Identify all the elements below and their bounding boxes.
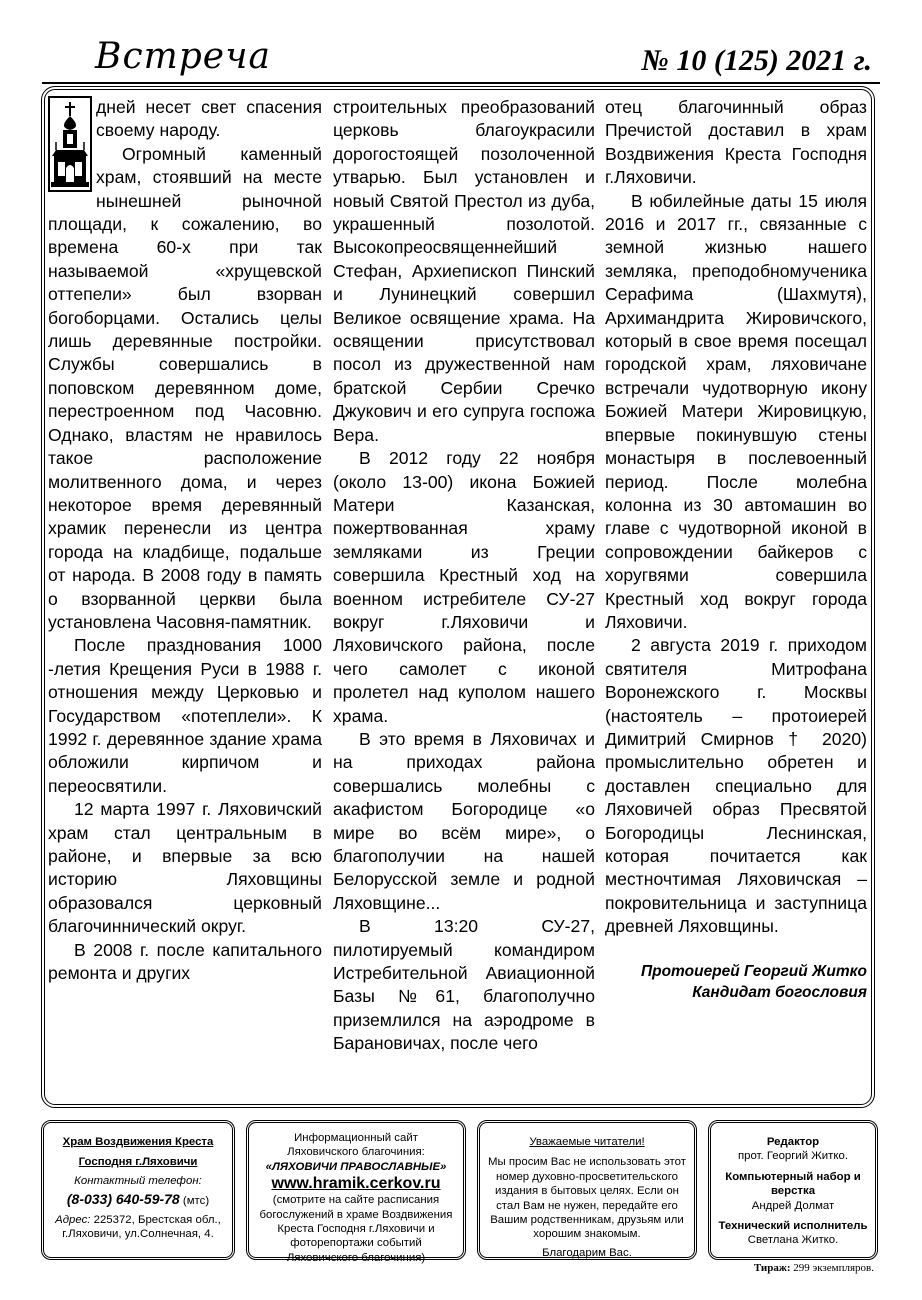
website-note: (смотрите на сайте расписания богослужений в храме Воздвижения Креста Господня г.Ляховичи и фоторепортажи событий Ляховичского благочиния) [259,1194,453,1264]
typesetting-label: Компьютерный набор и верстка [725,1170,861,1198]
author-signature [605,961,867,1003]
address-line2: г.Ляховичи, ул.Солнечная, 4. [62,1228,214,1241]
phone-operator: (мтс) [182,1195,210,1208]
church-icon [48,96,92,192]
paragraph: В 2008 г. после капитального ремонта и других [48,939,322,984]
church-name-line1: Храм Воздвижения Креста [62,1136,214,1148]
footer-box-website [246,1120,466,1264]
paragraph: 12 марта 1997 г. Ляховичский храм стал центральным в районе, и впервые за всю историю Ляховщины образовался церковный благочиннический округ. [48,799,322,937]
editor-name: прот. Георгий Житко. [737,1150,849,1163]
article-column-2 [333,96,595,1056]
paragraph: В юбилейные даты 15 июля 2016 и 2017 гг., связанные с земной жизнью нашего земляка, преподобномученика Серафима (Шахмутя), Архимандрита Жировичского, который в свое время посещал городской храм, ляховичане встречали чудотворную икону Божией Матери Жировицкую, впервые покинувшую стены монастыря в послевоенный период. После молебна колонна из 30 автомашин во главе с чудотворной иконой в сопровождении байкеров с хоругвями совершила Крестный ход вокруг города Ляховичи. [605,190,867,632]
website-url[interactable]: www.hramik.cerkov.ru [271,1175,441,1193]
paragraph: В 2012 году 22 ноября (около 13-00) икона Божией Матери Казанская, пожертвованная храму земляками из Греции совершила Крестный ход на военном истребителе СУ-27 вокруг г.Ляховичи и Ляховичского района, после чего самолет с иконой пролетел над куполом нашего храма. [333,448,595,726]
website-name: «ЛЯХОВИЧИ ПРАВОСЛАВНЫЕ» [265,1160,447,1173]
newspaper-title: Встреча [95,36,271,77]
circulation-label: Тираж: [753,1262,791,1274]
address-line1: 225372, Брестская обл., [93,1213,221,1226]
website-intro-line2: Ляховичского благочиния: [287,1146,425,1159]
article-column-1 [48,96,322,985]
circulation-value: 299 экземпляров. [793,1262,874,1274]
footer-box-contacts [41,1120,235,1260]
circulation [754,1262,874,1274]
readers-note-title: Уважаемые читатели! [529,1136,645,1148]
technical-name: Светлана Житко. [747,1234,839,1247]
paragraph: 2 августа 2019 г. приходом святителя Митрофана Воронежского г. Москвы (настоятель – протоиерей Димитрий Смирнов † 2020) промыслительно обретен и доставлен специально для Ляховичей образ Пресвятой Богородицы Леснинская, которая почитается как местночтимая Ляховичская – покровительница и заступница древней Ляховщины. [605,635,867,937]
footer-box-credits [708,1120,878,1260]
typesetting-name: Андрей Долмат [751,1199,835,1212]
paragraph: дней несет свет спасения своему народу. [96,97,322,141]
footer-box-readers-note [477,1120,697,1260]
readers-note-body: Мы просим Вас не использовать этот номер духовно-просветительского издания в бытовых целях. Если он стал Вам не нужен, передайте его Вашим родственникам, друзьям или хорошим знакомым. [488,1156,686,1241]
address-label: Адрес: [55,1213,91,1226]
paragraph: отец благочинный образ Пречистой доставил в храм Воздвижения Креста Господня г.Ляховичи. [605,97,867,188]
technical-label: Технический исполнитель [718,1220,868,1233]
article-column-3 [605,96,867,1003]
paragraph: В это время в Ляховичах и на приходах района совершались молебны с акафистом Богородице «о мире во всём мире», о благополучии на нашей Белорусской земле и родной Ляховщине... [333,728,595,913]
editor-label: Редактор [766,1136,820,1148]
readers-note-thanks: Благодарим Вас. [542,1246,632,1259]
phone-number: (8-033) 640-59-78 [66,1191,180,1208]
paragraph: строительных преобразований церковь благоукрасили дорогостоящей позолоченной утварью. Был установлен и новый Святой Престол из дуба, украшенный позолотой. Высокопреосвященнейший Стефан, Архиепископ Пинский и Лунинецкий совершил Великое освящение храма. На освящении присутствовал посол из дружественной нам братской Сербии Сречко Джукович и его супруга госпожа Вера. [333,97,595,445]
paragraph: После празднования 1000 -летия Крещения Руси в 1988 г. отношения между Церковью и Государством «потеплели». К 1992 г. деревянное здание храма обложили кирпичом и переосвятили. [48,635,322,796]
paragraph: В 13:20 СУ-27, пилотируемый командиром Истребительной Авиационной Базы №61, благополучно приземлился на аэродроме в Барановичах, после чего [333,916,595,1054]
masthead-rule [42,82,880,84]
contact-label: Контактный телефон: [74,1174,202,1187]
church-name-line2: Господня г.Ляховичи [78,1156,198,1169]
author-title: Кандидат богословия [692,983,867,1001]
issue-number: № 10 (125) 2021 г. [641,44,872,77]
paragraph: Огромный каменный храм, стоявший на месте нынешней рыночной площади, к сожалению, во времена 60-х при так называемой «хрущевской оттепели» был взорван богоборцами. Остались целы лишь деревянные постройки. Службы совершались в поповском деревянном доме, перестроенном под Часовню. Однако, властям не нравилось такое расположение молитвенного дома, и через некоторое время деревянный храмик перенесли из центра города на кладбище, подальше от народа. В 2008 году в память о взорванной церкви была установлена Часовня-памятник. [48,143,322,632]
author-name: Протоиерей Георгий Житко [640,962,867,980]
website-intro-line1: Информационный сайт [294,1132,418,1144]
